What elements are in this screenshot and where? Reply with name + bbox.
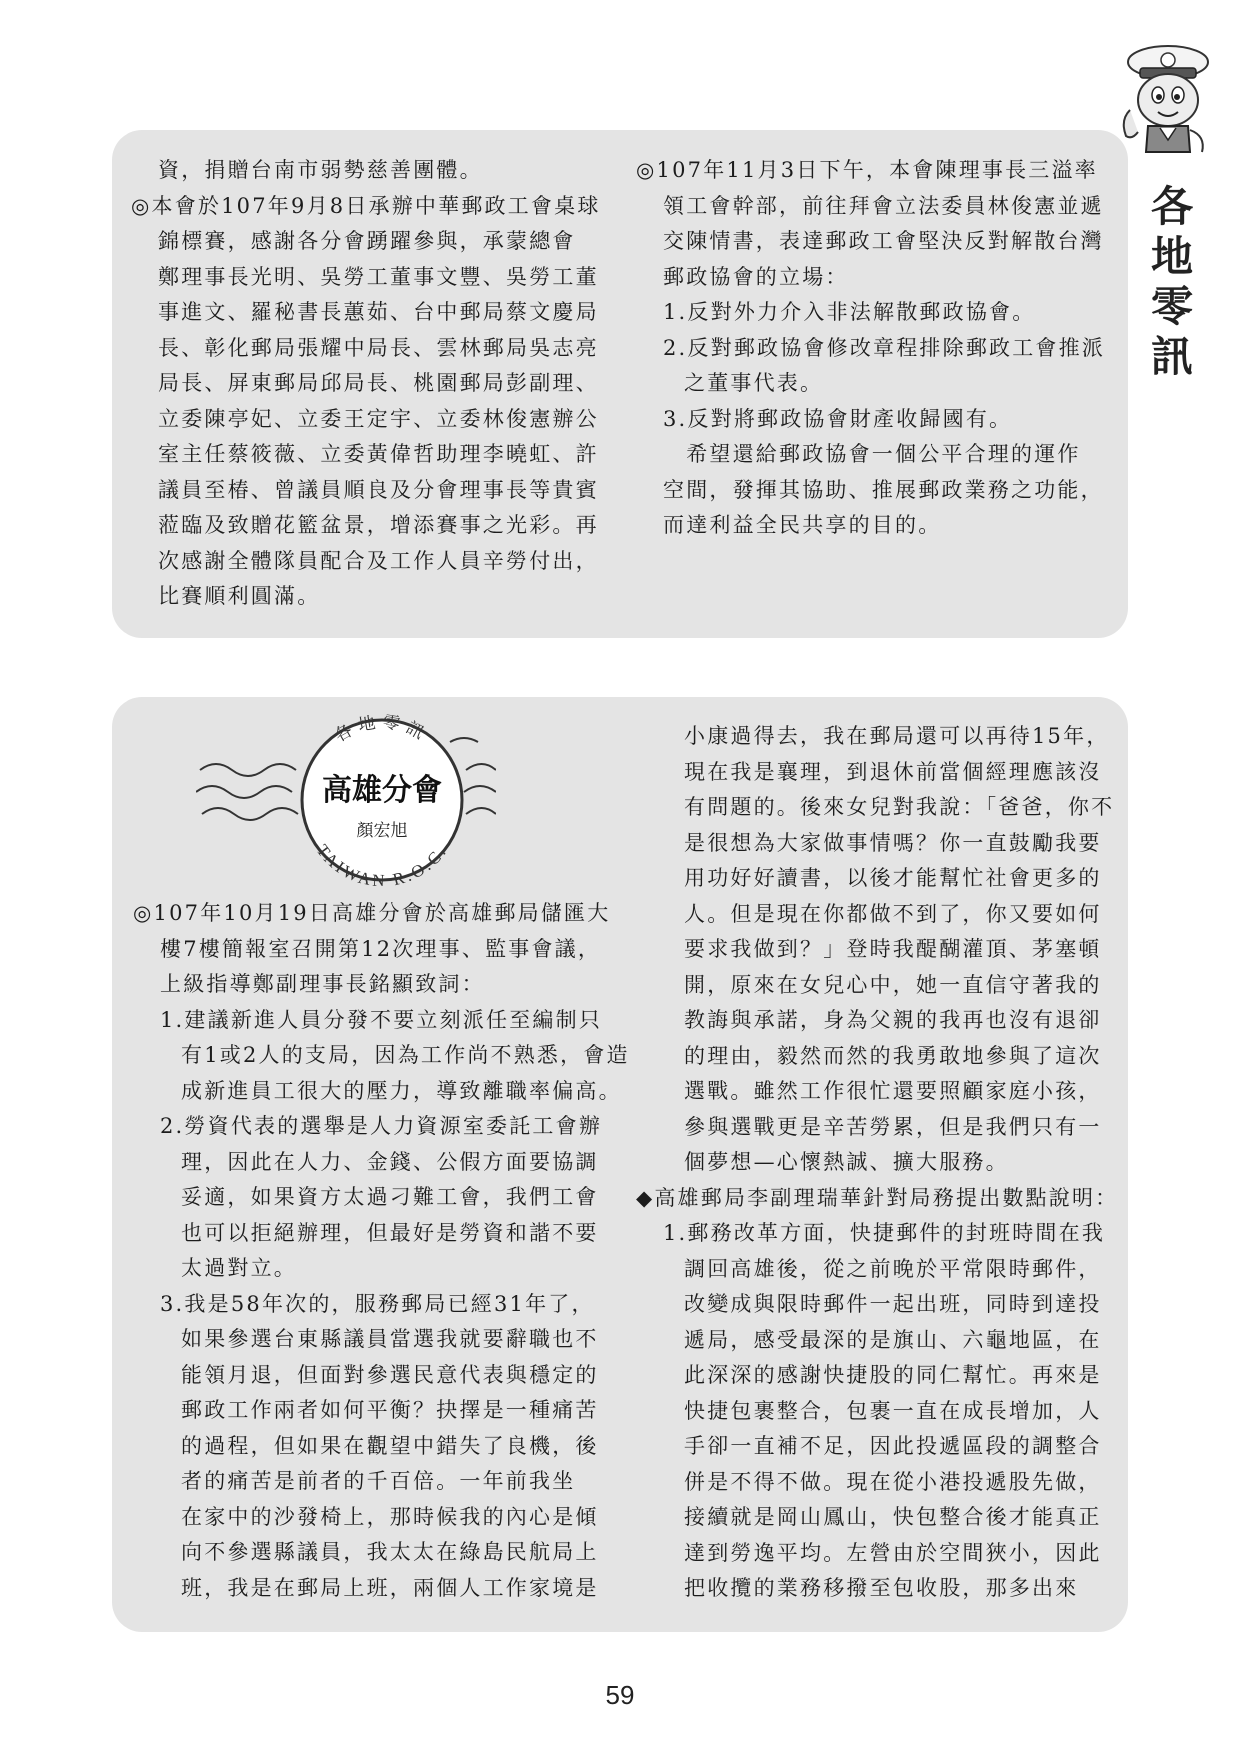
paragraph-line: 事進文、羅秘書長蕙茹、台中郵局蔡文慶局 (158, 300, 599, 324)
paragraph-line: 選戰。雖然工作很忙還要照顧家庭小孩， (684, 1079, 1102, 1103)
paragraph-line: 次感謝全體隊員配合及工作人員辛勞付出， (158, 548, 599, 573)
paragraph-line: 資，捐贈台南市弱勢慈善團體。 (158, 158, 483, 182)
paragraph-line: 班，我是在郵局上班，兩個人工作家境是 (181, 1575, 599, 1600)
stamp-arc-text: 各地零訊 (331, 712, 433, 747)
paragraph-line: 要求我做到？」登時我醍醐灌頂、茅塞頓 (684, 937, 1102, 961)
paragraph-line: 把收攬的業務移撥至包收股，那多出來 (684, 1576, 1079, 1600)
paragraph-line: 蒞臨及致贈花籃盆景，增添賽事之光彩。再 (158, 513, 599, 537)
paragraph-line: ◎本會於107年9月8日承辦中華郵政工會桌球 (131, 193, 601, 218)
paragraph-line: 太過對立。 (181, 1256, 297, 1280)
paragraph-line: 立委陳亭妃、立委王定宇、立委林俊憲辦公 (158, 406, 599, 431)
paragraph-line: 的理由，毅然而然的我勇敢地參與了這次 (684, 1043, 1102, 1068)
paragraph-line: 者的痛苦是前者的千百倍。一年前我坐 (181, 1469, 576, 1493)
paragraph-line: 樓7樓簡報室召開第12次理事、監事會議， (160, 936, 602, 961)
paragraph-line: 遞局，感受最深的是旗山、六龜地區，在 (684, 1327, 1102, 1352)
section-title-char: 零 (1150, 282, 1193, 331)
paragraph-line: 達到勞逸平均。左營由於空間狹小，因此 (684, 1540, 1102, 1565)
paragraph-line: 小康過得去，我在郵局還可以再待15年， (684, 724, 1110, 748)
paragraph-line: 議員至椿、曾議員順良及分會理事長等貴賓 (158, 477, 599, 502)
paragraph-line: 交陳情書，表達郵政工會堅決反對解散台灣 (663, 229, 1104, 253)
page-number: 59 (605, 1680, 635, 1710)
section-title-char: 地 (1150, 232, 1193, 281)
stamp-bottom-text: TAIWAN R.O.C. (312, 840, 452, 891)
paragraph-line: 在家中的沙發椅上，那時候我的內心是傾 (181, 1504, 599, 1529)
bottom-right-column (636, 719, 1118, 1607)
paragraph-line: 用功好好讀書，以後才能幫忙社會更多的 (684, 866, 1102, 890)
paragraph-line: 領工會幹部，前往拜會立法委員林俊憲並遞 (663, 193, 1104, 218)
paragraph-line: 開，原來在女兒心中，她一直信守著我的 (684, 972, 1102, 997)
paragraph-line: 有1或2人的支局，因為工作尚不熟悉，會造 (181, 1043, 630, 1067)
paragraph-line: 教誨與承諾，身為父親的我再也沒有退卻 (684, 1008, 1102, 1032)
paragraph-line: 1.反對外力介入非法解散郵政協會。 (663, 300, 1036, 324)
section-title-char: 訊 (1150, 332, 1193, 381)
bottom-left-column (133, 896, 630, 1606)
postmark-stamp (196, 712, 496, 892)
paragraph-line: 能領月退，但面對參選民意代表與穩定的 (181, 1362, 599, 1387)
top-right-column (636, 153, 1105, 544)
paragraph-line: 1.郵務改革方面，快捷郵件的封班時間在我 (663, 1221, 1106, 1245)
paragraph-line: 改變成與限時郵件一起出班，同時到達投 (684, 1292, 1102, 1316)
paragraph-line: 成新進員工很大的壓力，導致離職率偏高。 (181, 1078, 622, 1103)
paragraph-line: 2.勞資代表的選舉是人力資源室委託工會辦 (160, 1114, 603, 1138)
paragraph-line: 郵政工作兩者如何平衡？抉擇是一種痛苦 (181, 1398, 599, 1422)
paragraph-line: 是很想為大家做事情嗎？你一直鼓勵我要 (684, 830, 1102, 855)
paragraph-line: ◎107年10月19日高雄分會於高雄郵局儲匯大 (133, 901, 611, 925)
stamp-branch-name: 高雄分會 (322, 773, 442, 808)
paragraph-line: 1.建議新進人員分發不要立刻派任至編制只 (160, 1007, 603, 1032)
paragraph-line: 手卻一直補不足，因此投遞區段的調整合 (684, 1434, 1102, 1458)
paragraph-line: 快捷包裹整合，包裹一直在成長增加，人 (684, 1398, 1102, 1423)
section-title (1142, 182, 1202, 382)
paragraph-line: 妥適，如果資方太過刁難工會，我們工會 (181, 1185, 599, 1209)
paragraph-line: 希望還給郵政協會一個公平合理的運作 (663, 442, 1081, 466)
paragraph-line: 人。但是現在你都做不到了，你又要如何 (684, 901, 1102, 926)
paragraph-line: 而達利益全民共享的目的。 (663, 513, 942, 537)
paragraph-line: 調回高雄後，從之前晚於平常限時郵件， (684, 1256, 1102, 1281)
paragraph-line: 理，因此在人力、金錢、公假方面要協調 (181, 1149, 599, 1174)
paragraph-line: 個夢想—心懷熱誠、擴大服務。 (684, 1150, 1009, 1174)
paragraph-line: 向不參選縣議員，我太太在綠島民航局上 (181, 1540, 599, 1564)
paragraph-line: ◆高雄郵局李副理瑞華針對局務提出數點說明： (636, 1185, 1119, 1210)
paragraph-line: 空間，發揮其協助、推展郵政業務之功能， (663, 477, 1104, 502)
paragraph-line: 室主任蔡筱薇、立委黃偉哲助理李曉虹、許 (158, 442, 599, 466)
top-left-column (131, 153, 601, 615)
paragraph-line: 3.反對將郵政協會財產收歸國有。 (663, 406, 1013, 431)
paragraph-line: 此深深的感謝快捷股的同仁幫忙。再來是 (684, 1363, 1102, 1387)
paragraph-line: 長、彰化郵局張耀中局長、雲林郵局吳志亮 (158, 335, 599, 360)
paragraph-line: 現在我是襄理，到退休前當個經理應該沒 (684, 759, 1102, 784)
mascot-illustration (1110, 40, 1220, 160)
paragraph-line: 併是不得不做。現在從小港投遞股先做， (684, 1469, 1102, 1494)
paragraph-line: 接續就是岡山鳳山，快包整合後才能真正 (684, 1505, 1102, 1529)
paragraph-line: 也可以拒絕辦理，但最好是勞資和諧不要 (181, 1220, 599, 1245)
paragraph-line: 錦標賽，感謝各分會踴躍參與，承蒙總會 (158, 229, 576, 253)
paragraph-line: 之董事代表。 (684, 371, 824, 395)
paragraph-line: 2.反對郵政協會修改章程排除郵政工會推派 (663, 335, 1106, 360)
paragraph-line: 有問題的。後來女兒對我說：「爸爸，你不 (684, 795, 1115, 819)
paragraph-line: 3.我是58年次的，服務郵局已經31年了， (160, 1291, 595, 1316)
stamp-author: 顏宏旭 (356, 821, 408, 841)
paragraph-line: 郵政協會的立場： (663, 264, 849, 289)
paragraph-line: 比賽順利圓滿。 (158, 584, 321, 608)
paragraph-line: 鄭理事長光明、吳勞工董事文豐、吳勞工董 (158, 264, 599, 289)
section-title-char: 各 (1150, 182, 1193, 231)
paragraph-line: 局長、屏東郵局邱局長、桃園郵局彭副理、 (158, 371, 599, 395)
paragraph-line: 的過程，但如果在觀望中錯失了良機，後 (181, 1433, 599, 1458)
paragraph-line: 參與選戰更是辛苦勞累，但是我們只有一 (684, 1114, 1102, 1139)
paragraph-line: ◎107年11月3日下午，本會陳理事長三溢率 (636, 158, 1098, 182)
paragraph-line: 上級指導鄭副理事長銘顯致詞： (160, 972, 485, 996)
paragraph-line: 如果參選台東縣議員當選我就要辭職也不 (181, 1327, 599, 1351)
